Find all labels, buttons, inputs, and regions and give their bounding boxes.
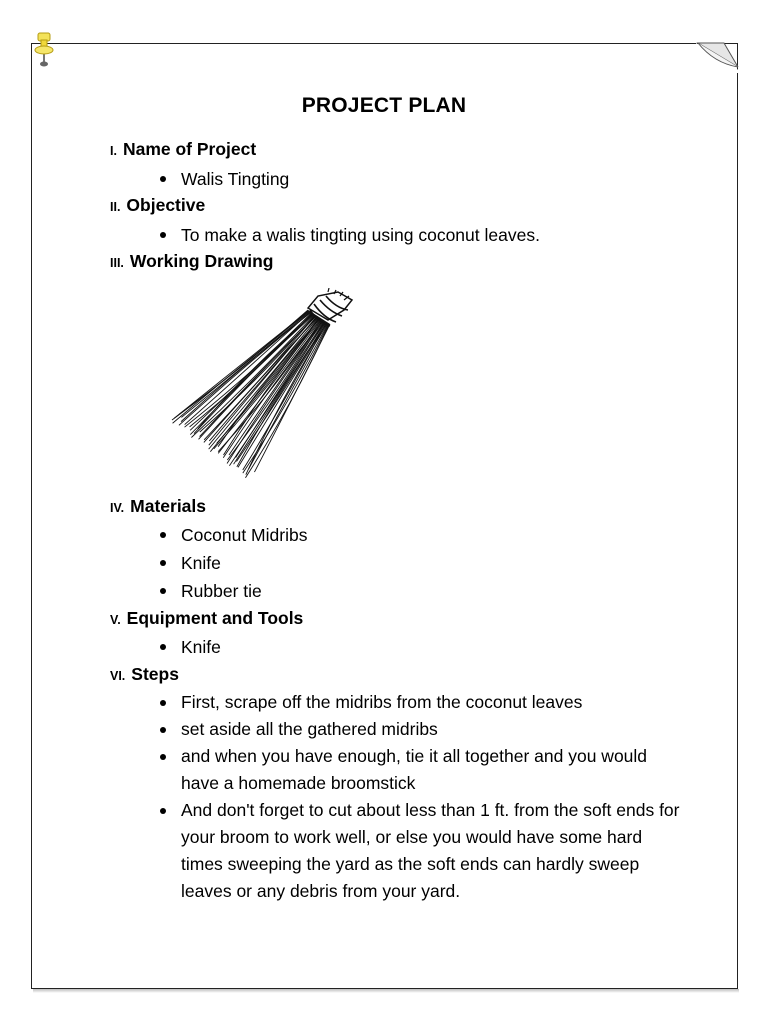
section-heading-equipment	[110, 608, 303, 629]
equipment-list	[158, 633, 221, 661]
list-item: Knife	[158, 549, 307, 577]
section-title: Objective	[126, 195, 206, 215]
section-numeral: VI.	[110, 669, 126, 683]
section-numeral: V.	[110, 613, 121, 627]
list-item: Rubber tie	[158, 577, 307, 605]
section-numeral: I.	[110, 144, 117, 158]
section-heading-objective	[110, 195, 205, 216]
section-title: Equipment and Tools	[126, 608, 304, 628]
section-title: Materials	[130, 496, 207, 516]
section-title: Working Drawing	[129, 251, 274, 271]
list-item: set aside all the gathered midribs	[158, 716, 681, 743]
list-item: And don't forget to cut about less than 1 ft. from the soft ends for your broom to work well, or else you would have some hard times sweeping the yard as the soft ends can hardly sweep leaves or any debris from your yard.	[158, 797, 681, 905]
list-item: First, scrape off the midribs from the coconut leaves	[158, 689, 681, 716]
page-title: PROJECT PLAN	[301, 94, 467, 117]
section-numeral: IV.	[110, 501, 125, 515]
paper-shadow	[33, 989, 739, 993]
list-item: To make a walis tingting using coconut leaves.	[158, 221, 540, 249]
materials-list	[158, 521, 307, 605]
page-curl-icon	[696, 41, 740, 73]
section-heading-drawing	[110, 251, 273, 272]
section-heading-steps	[110, 664, 179, 685]
broom-icon	[168, 288, 358, 478]
section-heading-name	[110, 139, 256, 160]
objective-list	[158, 221, 540, 249]
pushpin-icon	[33, 30, 55, 68]
list-item: Coconut Midribs	[158, 521, 307, 549]
list-item: Walis Tingting	[158, 165, 289, 193]
section-heading-materials	[110, 496, 206, 517]
steps-list	[158, 689, 681, 905]
section-title: Steps	[131, 664, 179, 684]
section-numeral: III.	[110, 256, 124, 270]
section-title: Name of Project	[122, 139, 257, 159]
list-item: Knife	[158, 633, 221, 661]
name-list	[158, 165, 289, 193]
list-item: and when you have enough, tie it all together and you would have a homemade broomstick	[158, 743, 681, 797]
section-numeral: II.	[110, 200, 121, 214]
